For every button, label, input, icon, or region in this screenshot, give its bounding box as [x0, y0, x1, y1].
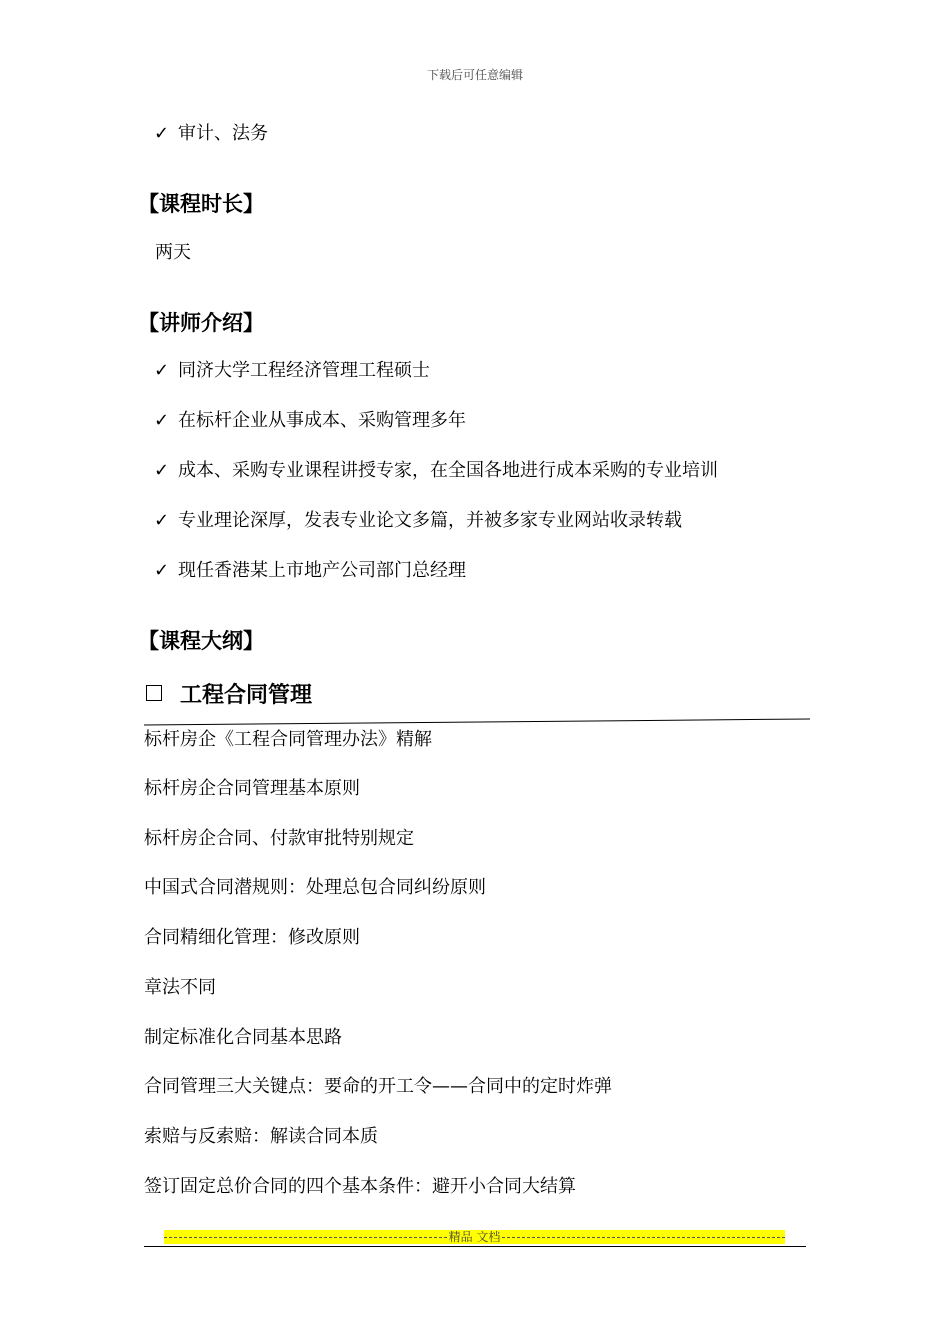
instructor-item [154, 459, 718, 483]
outline-item: 制定标准化合同基本思路 [144, 1027, 342, 1048]
check-item-audit [154, 122, 268, 146]
check-icon: ✓ [154, 123, 170, 144]
module-title: 工程合同管理 [180, 683, 313, 708]
check-icon: ✓ [154, 360, 170, 381]
instructor-item-text: 成本、采购专业课程讲授专家，在全国各地进行成本采购的专业培训 [178, 460, 718, 481]
instructor-item [154, 409, 466, 433]
instructor-item [154, 359, 430, 383]
outline-item: 标杆房企《工程合同管理办法》精解 [144, 729, 432, 750]
instructor-item-text: 同济大学工程经济管理工程硕士 [178, 360, 430, 381]
footer-highlight-bar [164, 1230, 785, 1244]
outline-item: 章法不同 [144, 977, 216, 998]
checkbox-icon [146, 685, 162, 701]
header-note: 下载后可任意编辑 [426, 68, 523, 82]
instructor-item-text: 现任香港某上市地产公司部门总经理 [178, 560, 466, 581]
section-title-instructor: 【讲师介绍】 [138, 311, 264, 335]
footer-dash-left [164, 1237, 447, 1238]
outline-item: 合同管理三大关键点：要命的开工令——合同中的定时炸弹 [144, 1076, 612, 1097]
instructor-item-text: 专业理论深厚，发表专业论文多篇，并被多家专业网站收录转载 [178, 510, 682, 531]
instructor-item [154, 559, 466, 583]
check-icon: ✓ [154, 510, 170, 531]
check-icon: ✓ [154, 410, 170, 431]
outline-item: 标杆房企合同管理基本原则 [144, 778, 360, 799]
check-icon: ✓ [154, 460, 170, 481]
outline-item: 索赔与反索赔：解读合同本质 [144, 1126, 378, 1147]
module-divider-line [140, 714, 815, 728]
section-title-duration: 【课程时长】 [138, 192, 264, 216]
outline-item: 合同精细化管理：修改原则 [144, 927, 360, 948]
footer-divider-line [144, 1246, 806, 1247]
section-title-outline: 【课程大纲】 [138, 629, 264, 653]
outline-item: 标杆房企合同、付款审批特别规定 [144, 828, 414, 849]
footer-dash-right [502, 1237, 785, 1238]
check-item-text: 审计、法务 [178, 123, 268, 144]
module-heading [146, 681, 312, 711]
instructor-item-text: 在标杆企业从事成本、采购管理多年 [178, 410, 466, 431]
outline-item: 签订固定总价合同的四个基本条件：避开小合同大结算 [144, 1176, 576, 1197]
outline-item: 中国式合同潜规则：处理总包合同纠纷原则 [144, 877, 486, 898]
check-icon: ✓ [154, 560, 170, 581]
instructor-item [154, 509, 682, 533]
duration-value: 两天 [155, 242, 191, 263]
footer-label: 精品 文档 [448, 1230, 501, 1244]
